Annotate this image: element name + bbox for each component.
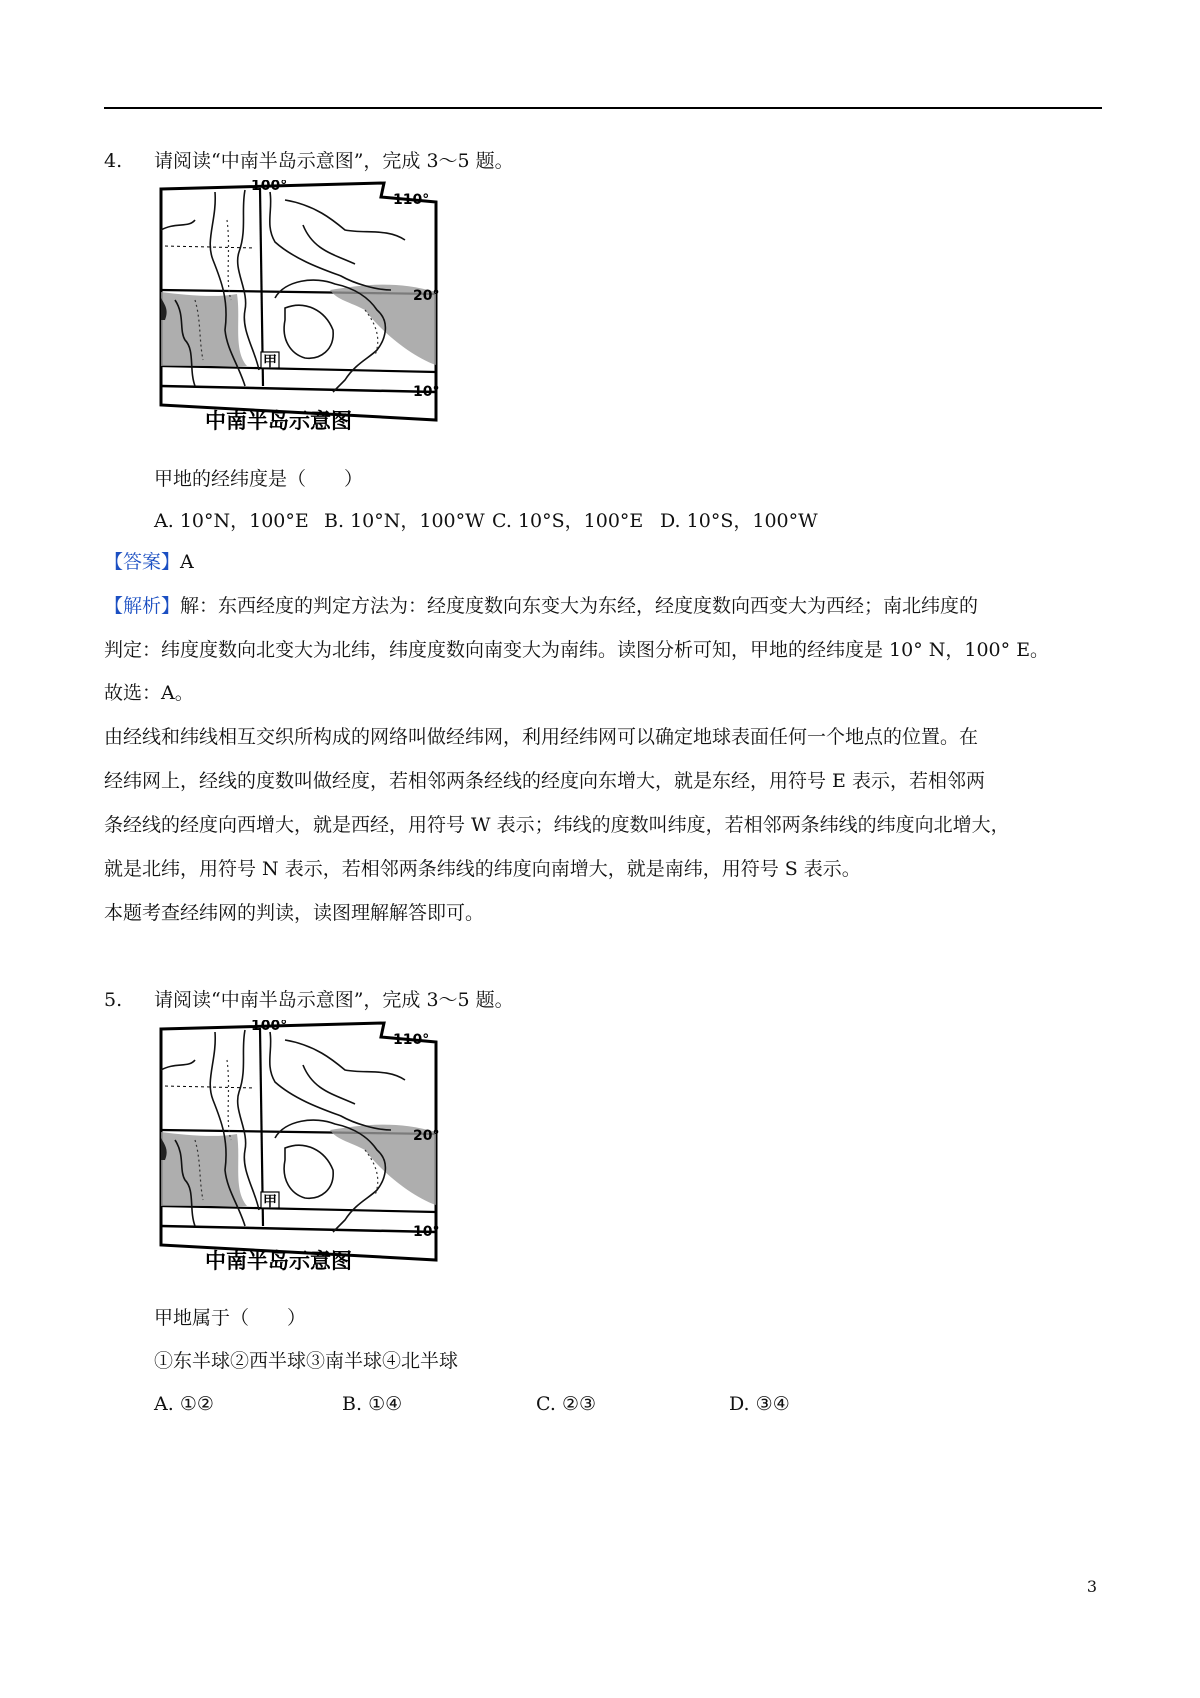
q4-number: 4. [104,150,123,172]
q5-map-lat2-label: 10° [413,1224,440,1240]
q4-explanation-line-5: 本题考查经纬网的判读，读图理解解答即可。 [104,902,485,924]
q5-question: 甲地属于（ ） [154,1307,307,1329]
q4-map-lat2-label: 10° [413,384,440,400]
answer-label: 【答案】 [104,551,181,573]
q5-map-caption: 中南半岛示意图 [205,1249,352,1273]
answer-value: A [180,551,194,573]
q4-map-lon2-label: 110° [393,192,430,208]
q4-question: 甲地的经纬度是（ ） [154,468,364,490]
q4-stem: 请阅读“中南半岛示意图”，完成 3～5 题。 [154,150,514,172]
q4-analysis-line-1: 【解析】解：东西经度的判定方法为：经度度数向东变大为东经，经度度数向西变大为西经；南北纬度的 [104,595,979,617]
header-rule [104,107,1102,109]
q4-explanation-line-3: 条经线的经度向西增大，就是西经，用符号 W 表示；纬线的度数叫纬度，若相邻两条纬线的纬度向北增大， [104,814,1010,836]
q5-option-b[interactable]: B. ①④ [342,1393,403,1415]
q5-option-a[interactable]: A. ①② [154,1393,214,1415]
q4-analysis-line-2: 判定：纬度度数向北变大为北纬，纬度度数向南变大为南纬。读图分析可知，甲地的经纬度是 10° N，100° E。 [104,639,1050,661]
q4-map-lon1-label: 100° [251,180,288,194]
q5-map-lon2-label: 110° [393,1032,430,1048]
q5-stem: 请阅读“中南半岛示意图”，完成 3～5 题。 [154,989,514,1011]
q5-map [155,1020,455,1282]
page-number: 3 [1086,1577,1097,1596]
q4-option-a[interactable]: A. 10°N，100°E [154,510,309,532]
q4-map-place-label: 甲 [263,354,277,370]
q5-map-lat1-label: 20° [413,1128,440,1144]
q4-explanation-line-1: 由经线和纬线相互交织所构成的网络叫做经纬网，利用经纬网可以确定地球表面任何一个地点的位置。在 [104,726,979,748]
q4-map-lat1-label: 20° [413,288,440,304]
q4-map-caption: 中南半岛示意图 [205,409,352,433]
q4-analysis-line-3: 故选：A。 [104,682,194,704]
q5-map-lon1-label: 100° [251,1020,288,1034]
q4-option-c[interactable]: C. 10°S，100°E [492,510,644,532]
q5-option-d[interactable]: D. ③④ [729,1393,790,1415]
q5-lat-10-line [161,1206,436,1212]
q5-frame-bottom [161,1226,436,1232]
q4-frame-bottom [161,386,436,392]
q4-lat-10-line [161,366,436,372]
q4-explanation-line-2: 经纬网上，经线的度数叫做经度，若相邻两条经线的经度向东增大，就是东经，用符号 E 表示，若相邻两 [104,770,985,792]
q5-choices-line: ①东半球②西半球③南半球④北半球 [154,1350,459,1372]
q4-option-b[interactable]: B. 10°N，100°W [324,510,485,532]
q4-option-d[interactable]: D. 10°S，100°W [660,510,818,532]
q4-explanation-line-4: 就是北纬，用符号 N 表示，若相邻两条纬线的纬度向南增大，就是南纬，用符号 S 表示。 [104,858,861,880]
q4-map [155,180,455,442]
q5-number: 5. [104,989,123,1011]
analysis-label: 【解析】 [104,595,181,617]
q5-map-place-label: 甲 [263,1194,277,1210]
q5-option-c[interactable]: C. ②③ [536,1393,597,1415]
q4-answer [104,549,194,575]
